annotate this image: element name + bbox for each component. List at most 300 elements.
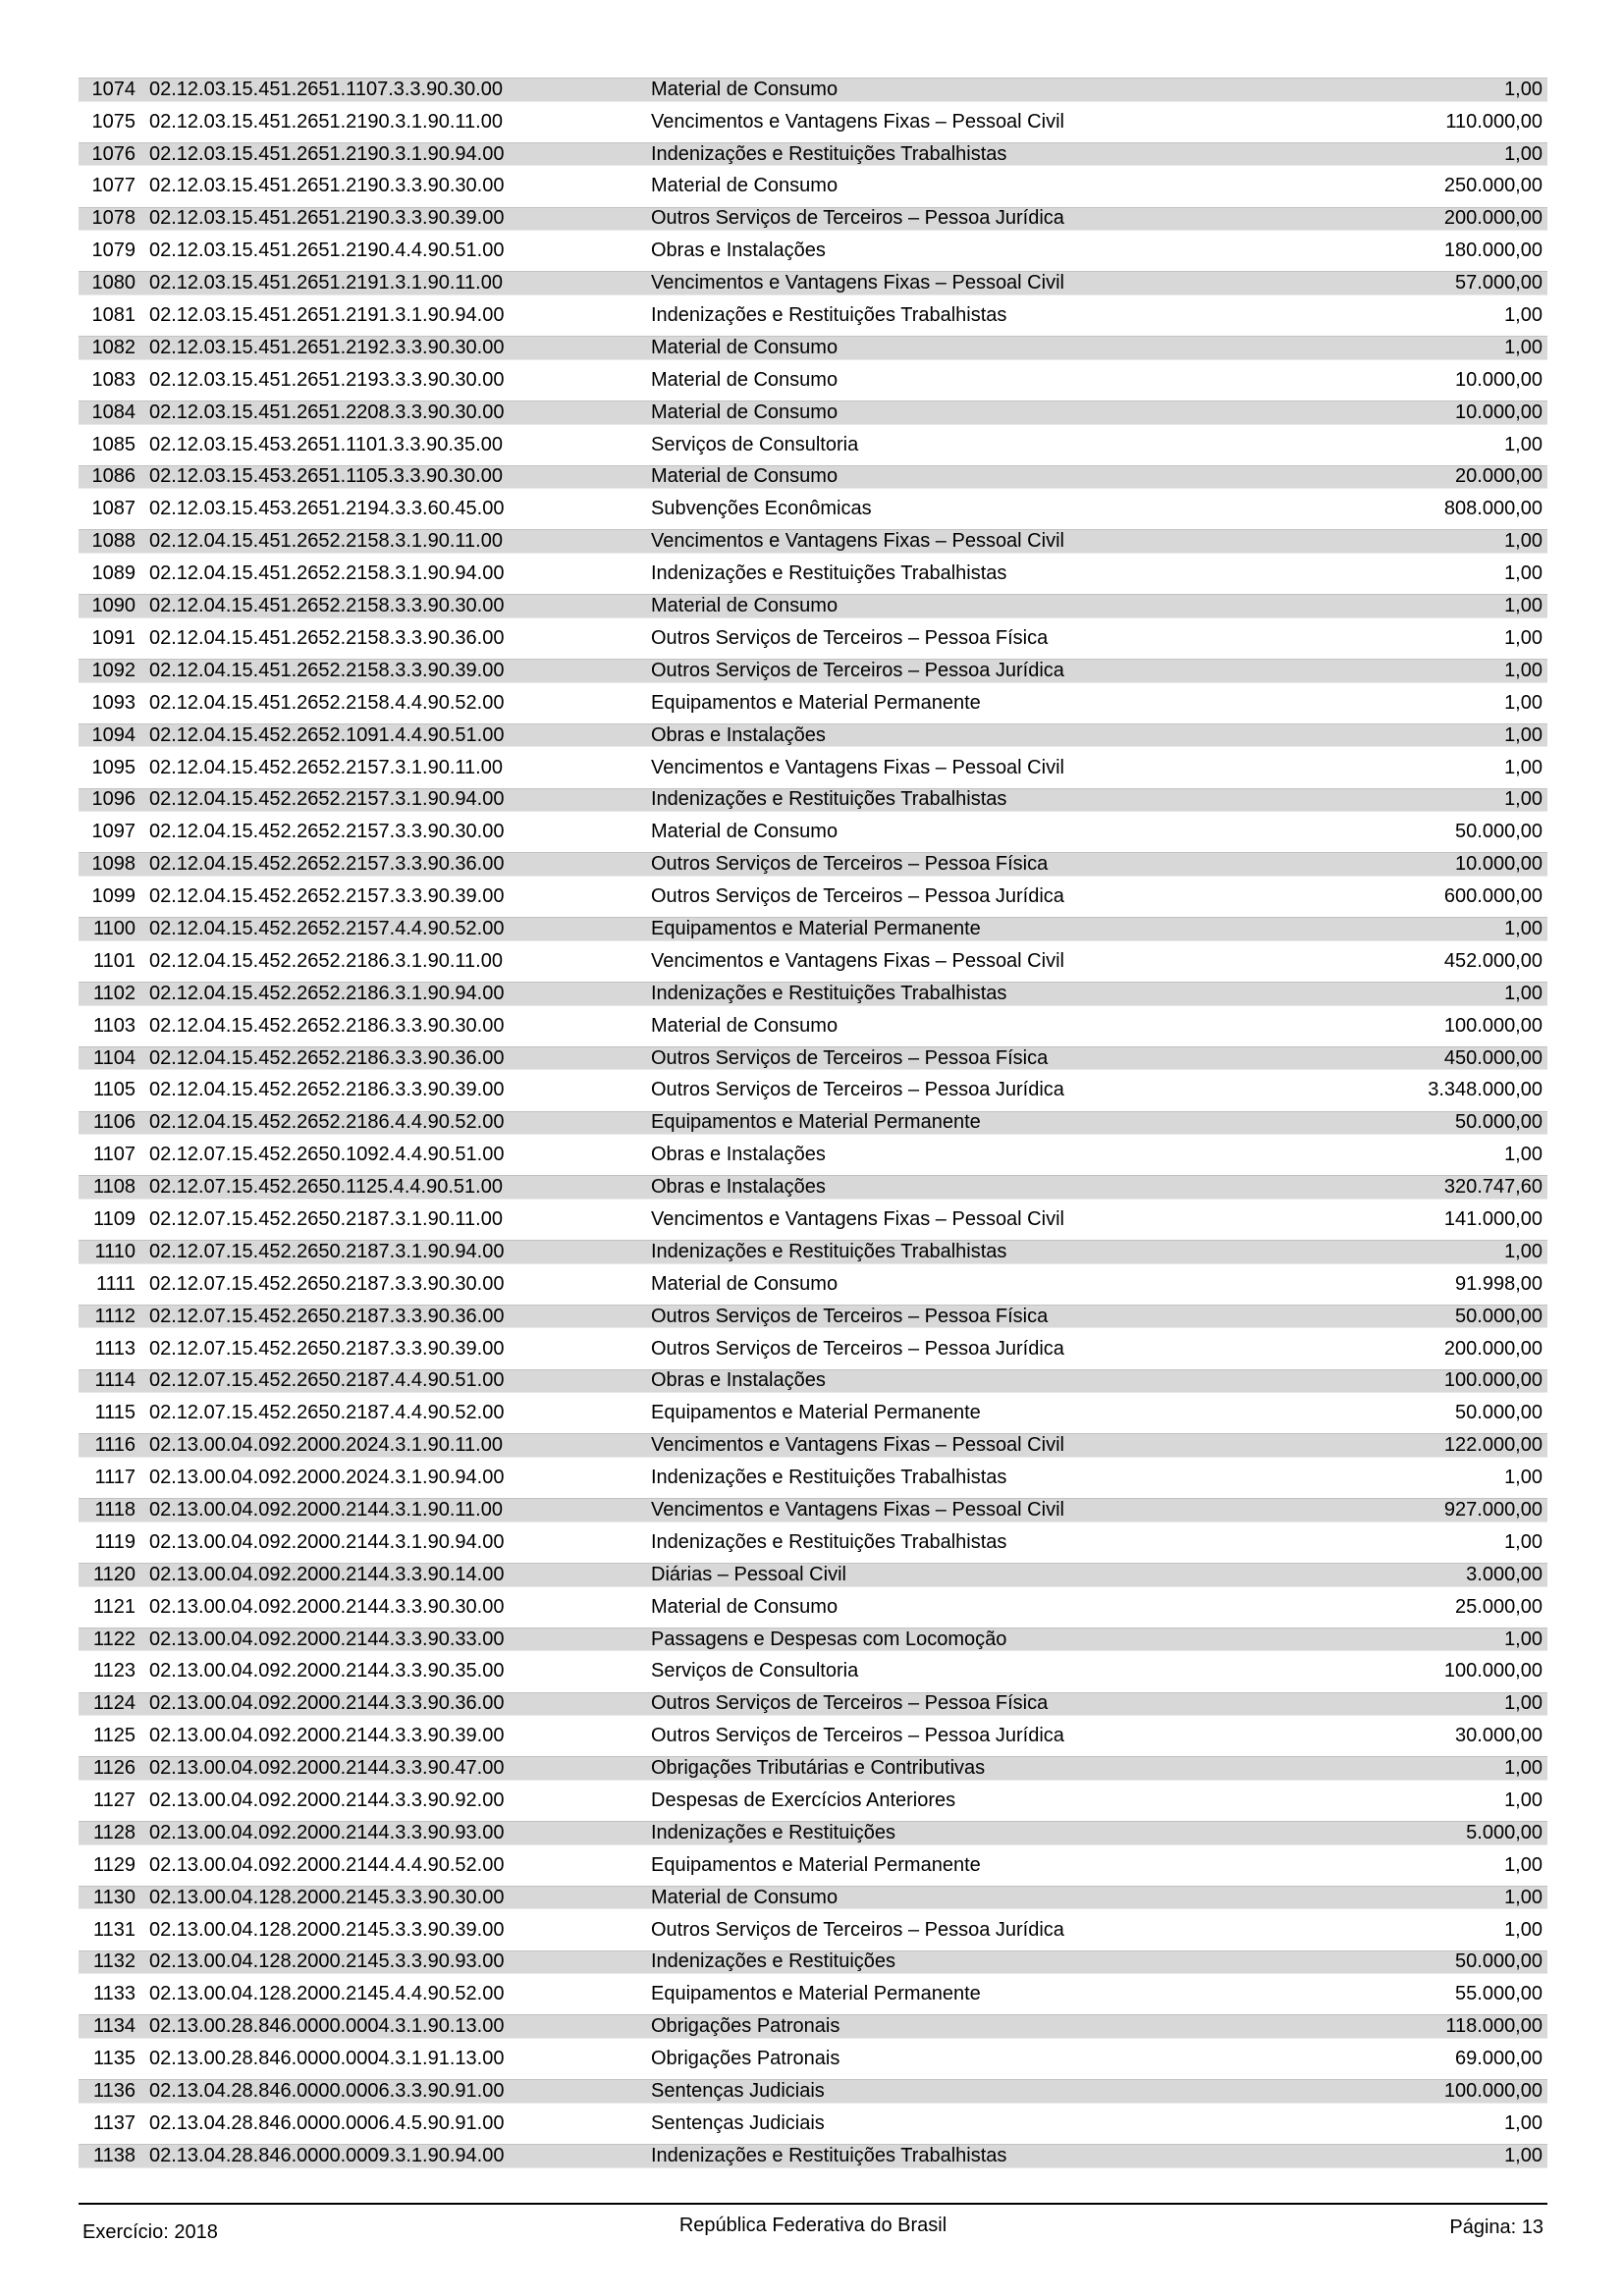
- budget-code: 02.13.00.04.128.2000.2145.3.3.90.39.00: [149, 1918, 505, 1941]
- row-number: 1105: [92, 1079, 135, 1101]
- row-number: 1113: [94, 1337, 135, 1360]
- budget-code: 02.12.03.15.451.2651.2190.3.3.90.30.00: [149, 175, 505, 197]
- table-row: [79, 788, 1547, 813]
- row-value: 10.000,00: [1455, 400, 1543, 423]
- row-number: 1135: [92, 2048, 135, 2070]
- row-value: 3.000,00: [1466, 1563, 1543, 1585]
- row-description: Obrigações Patronais: [651, 2015, 840, 2038]
- row-description: Diárias – Pessoal Civil: [651, 1563, 846, 1585]
- table-row: [79, 852, 1547, 877]
- row-value: 1,00: [1504, 1692, 1543, 1715]
- table-row: [79, 1402, 1547, 1426]
- row-description: Indenizações e Restituições: [651, 1950, 896, 1973]
- budget-code: 02.12.07.15.452.2650.2187.3.3.90.36.00: [149, 1305, 505, 1327]
- budget-code: 02.12.04.15.452.2652.2186.3.3.90.30.00: [149, 1014, 505, 1037]
- row-description: Obras e Instalações: [651, 240, 826, 262]
- budget-code: 02.12.03.15.451.2651.2191.3.1.90.94.00: [149, 304, 505, 327]
- row-number: 1107: [92, 1144, 135, 1166]
- table-row: [79, 498, 1547, 522]
- row-number: 1120: [92, 1563, 135, 1585]
- row-number: 1085: [91, 433, 135, 455]
- budget-code: 02.12.04.15.452.2652.2157.3.1.90.94.00: [149, 788, 505, 811]
- row-description: Material de Consumo: [651, 336, 839, 358]
- row-value: 1,00: [1504, 1530, 1543, 1553]
- row-number: 1090: [91, 595, 135, 617]
- budget-code: 02.13.00.04.092.2000.2144.3.3.90.93.00: [149, 1821, 505, 1843]
- budget-code: 02.12.04.15.452.2652.2186.3.1.90.11.00: [149, 949, 503, 972]
- row-value: 57.000,00: [1455, 272, 1543, 294]
- row-number: 1122: [92, 1628, 135, 1650]
- row-value: 30.000,00: [1455, 1725, 1543, 1747]
- row-description: Outros Serviços de Terceiros – Pessoa Física: [651, 626, 1049, 649]
- row-value: 100.000,00: [1443, 1660, 1543, 1682]
- budget-code: 02.13.00.04.128.2000.2145.3.3.90.93.00: [149, 1950, 505, 1973]
- row-description: Outros Serviços de Terceiros – Pessoa Física: [651, 853, 1049, 876]
- row-value: 100.000,00: [1443, 1369, 1543, 1392]
- row-number: 1092: [91, 659, 135, 681]
- row-number: 1111: [95, 1272, 135, 1295]
- row-value: 100.000,00: [1443, 1014, 1543, 1037]
- row-value: 1,00: [1504, 78, 1543, 100]
- row-description: Indenizações e Restituições Trabalhistas: [651, 142, 1007, 165]
- budget-code: 02.13.00.04.092.2000.2024.3.1.90.94.00: [149, 1467, 505, 1489]
- table-row: [79, 1660, 1547, 1684]
- budget-code: 02.13.00.28.846.0000.0004.3.1.91.13.00: [149, 2048, 505, 2070]
- budget-code: 02.12.03.15.453.2651.2194.3.3.60.45.00: [149, 498, 505, 520]
- table-row: [79, 1530, 1547, 1555]
- row-number: 1103: [92, 1014, 135, 1037]
- row-number: 1127: [92, 1789, 135, 1811]
- row-value: 50.000,00: [1455, 821, 1543, 843]
- row-number: 1128: [92, 1821, 135, 1843]
- row-number: 1093: [91, 691, 135, 714]
- budget-code: 02.12.04.15.452.2652.2186.3.1.90.94.00: [149, 982, 505, 1004]
- row-description: Indenizações e Restituições Trabalhistas: [651, 562, 1007, 585]
- table-row: [79, 1337, 1547, 1362]
- budget-code: 02.12.07.15.452.2650.2187.3.1.90.94.00: [149, 1240, 505, 1262]
- budget-code: 02.13.00.04.092.2000.2144.3.1.90.11.00: [149, 1498, 503, 1521]
- row-number: 1110: [94, 1240, 135, 1262]
- row-description: Vencimentos e Vantagens Fixas – Pessoal Civil: [651, 1434, 1064, 1457]
- table-row: [79, 561, 1547, 586]
- row-value: 250.000,00: [1443, 175, 1543, 197]
- table-row: [79, 1111, 1547, 1136]
- budget-code: 02.13.00.04.092.2000.2144.3.3.90.39.00: [149, 1725, 505, 1747]
- row-value: 1,00: [1504, 659, 1543, 681]
- row-value: 600.000,00: [1443, 885, 1543, 908]
- budget-code: 02.12.03.15.451.2651.2190.3.3.90.39.00: [149, 207, 505, 230]
- row-number: 1138: [92, 2144, 135, 2166]
- budget-code: 02.13.00.04.092.2000.2144.3.3.90.33.00: [149, 1628, 505, 1650]
- row-description: Obrigações Tributárias e Contributivas: [651, 1757, 986, 1780]
- row-value: 1,00: [1504, 982, 1543, 1004]
- budget-code: 02.12.04.15.452.2652.2186.3.3.90.36.00: [149, 1046, 505, 1069]
- table-row: [79, 1305, 1547, 1329]
- row-value: 100.000,00: [1443, 2080, 1543, 2103]
- table-row: [79, 175, 1547, 199]
- row-value: 1,00: [1504, 2111, 1543, 2134]
- row-description: Serviços de Consultoria: [651, 1660, 859, 1682]
- row-description: Material de Consumo: [651, 1886, 839, 1908]
- row-value: 69.000,00: [1455, 2048, 1543, 2070]
- row-description: Material de Consumo: [651, 175, 839, 197]
- row-description: Despesas de Exercícios Anteriores: [651, 1789, 956, 1811]
- table-row: [79, 1918, 1547, 1943]
- row-number: 1078: [91, 207, 135, 230]
- row-description: Outros Serviços de Terceiros – Pessoa Jurídica: [651, 885, 1064, 908]
- row-description: Sentenças Judiciais: [651, 2111, 825, 2134]
- row-description: Equipamentos e Material Permanente: [651, 917, 981, 939]
- table-row: [79, 2079, 1547, 2104]
- budget-code: 02.12.03.15.451.2651.2190.3.1.90.94.00: [149, 142, 505, 165]
- row-description: Indenizações e Restituições Trabalhistas: [651, 1530, 1007, 1553]
- row-number: 1102: [92, 982, 135, 1004]
- row-number: 1098: [91, 853, 135, 876]
- row-value: 50.000,00: [1455, 1950, 1543, 1973]
- row-description: Passagens e Despesas com Locomoção: [651, 1628, 1007, 1650]
- row-description: Vencimentos e Vantagens Fixas – Pessoal Civil: [651, 110, 1064, 133]
- row-description: Equipamentos e Material Permanente: [651, 1853, 981, 1876]
- row-value: 1,00: [1504, 756, 1543, 778]
- row-value: 320.747,60: [1443, 1176, 1543, 1199]
- row-description: Outros Serviços de Terceiros – Pessoa Física: [651, 1305, 1049, 1327]
- budget-code: 02.12.03.15.453.2651.1105.3.3.90.30.00: [149, 465, 503, 488]
- budget-code: 02.13.04.28.846.0000.0006.4.5.90.91.00: [149, 2111, 505, 2134]
- row-number: 1075: [91, 110, 135, 133]
- budget-code: 02.12.07.15.452.2650.1092.4.4.90.51.00: [149, 1144, 505, 1166]
- row-value: 1,00: [1504, 1853, 1543, 1876]
- table-row: [79, 691, 1547, 716]
- budget-table: [79, 78, 1547, 2176]
- table-row: [79, 207, 1547, 232]
- budget-code: 02.12.04.15.452.2652.2186.3.3.90.39.00: [149, 1079, 505, 1101]
- row-value: 1,00: [1504, 917, 1543, 939]
- row-number: 1086: [91, 465, 135, 488]
- table-row: [79, 949, 1547, 974]
- row-value: 1,00: [1504, 1757, 1543, 1780]
- row-number: 1133: [92, 1983, 135, 2005]
- table-row: [79, 594, 1547, 618]
- table-row: [79, 1595, 1547, 1620]
- row-value: 91.998,00: [1455, 1272, 1543, 1295]
- table-row: [79, 982, 1547, 1006]
- table-row: [79, 1886, 1547, 1910]
- row-description: Material de Consumo: [651, 595, 839, 617]
- row-description: Obras e Instalações: [651, 1144, 826, 1166]
- table-row: [79, 1369, 1547, 1394]
- row-number: 1115: [94, 1402, 135, 1424]
- budget-code: 02.12.07.15.452.2650.2187.4.4.90.51.00: [149, 1369, 505, 1392]
- budget-code: 02.13.00.04.092.2000.2144.3.3.90.35.00: [149, 1660, 505, 1682]
- table-row: [79, 1983, 1547, 2007]
- row-description: Outros Serviços de Terceiros – Pessoa Jurídica: [651, 1079, 1064, 1101]
- row-value: 452.000,00: [1443, 949, 1543, 972]
- row-description: Outros Serviços de Terceiros – Pessoa Jurídica: [651, 659, 1064, 681]
- row-value: 141.000,00: [1443, 1207, 1543, 1230]
- row-description: Equipamentos e Material Permanente: [651, 1402, 981, 1424]
- row-value: 1,00: [1504, 336, 1543, 358]
- row-number: 1099: [91, 885, 135, 908]
- table-row: [79, 2047, 1547, 2071]
- row-value: 1,00: [1504, 1144, 1543, 1166]
- row-number: 1119: [94, 1530, 135, 1553]
- budget-code: 02.13.00.04.092.2000.2144.3.1.90.94.00: [149, 1530, 505, 1553]
- row-value: 1,00: [1504, 2144, 1543, 2166]
- row-number: 1074: [91, 78, 135, 100]
- row-number: 1104: [92, 1046, 135, 1069]
- table-row: [79, 2111, 1547, 2136]
- budget-code: 02.12.04.15.451.2652.2158.3.1.90.11.00: [149, 530, 503, 553]
- row-description: Indenizações e Restituições Trabalhistas: [651, 982, 1007, 1004]
- row-value: 3.348.000,00: [1428, 1079, 1543, 1101]
- row-number: 1137: [92, 2111, 135, 2134]
- row-number: 1089: [91, 562, 135, 585]
- table-row: [79, 1014, 1547, 1039]
- row-value: 1,00: [1504, 1628, 1543, 1650]
- row-description: Obras e Instalações: [651, 723, 826, 746]
- table-row: [79, 1821, 1547, 1845]
- budget-code: 02.12.07.15.452.2650.2187.3.3.90.30.00: [149, 1272, 505, 1295]
- row-number: 1134: [92, 2015, 135, 2038]
- table-row: [79, 400, 1547, 425]
- budget-code: 02.13.00.28.846.0000.0004.3.1.90.13.00: [149, 2015, 505, 2038]
- budget-code: 02.12.04.15.452.2652.2157.4.4.90.52.00: [149, 917, 505, 939]
- row-description: Subvenções Econômicas: [651, 498, 872, 520]
- budget-code: 02.12.04.15.451.2652.2158.3.3.90.30.00: [149, 595, 505, 617]
- budget-code: 02.13.00.04.128.2000.2145.3.3.90.30.00: [149, 1886, 505, 1908]
- row-description: Equipamentos e Material Permanente: [651, 1111, 981, 1134]
- row-description: Indenizações e Restituições Trabalhistas: [651, 304, 1007, 327]
- row-value: 927.000,00: [1443, 1498, 1543, 1521]
- row-description: Material de Consumo: [651, 1595, 839, 1618]
- row-number: 1118: [94, 1498, 135, 1521]
- row-value: 50.000,00: [1455, 1402, 1543, 1424]
- row-description: Material de Consumo: [651, 465, 839, 488]
- row-number: 1116: [94, 1434, 135, 1457]
- row-description: Equipamentos e Material Permanente: [651, 1983, 981, 2005]
- row-number: 1091: [91, 626, 135, 649]
- table-row: [79, 433, 1547, 457]
- footer-country-label: República Federativa do Brasil: [678, 2215, 947, 2236]
- row-number: 1101: [92, 949, 135, 972]
- row-value: 1,00: [1504, 626, 1543, 649]
- row-description: Vencimentos e Vantagens Fixas – Pessoal Civil: [651, 272, 1064, 294]
- row-value: 450.000,00: [1443, 1046, 1543, 1069]
- row-description: Outros Serviços de Terceiros – Pessoa Física: [651, 1692, 1049, 1715]
- row-value: 1,00: [1504, 530, 1543, 553]
- table-row: [79, 1950, 1547, 1975]
- row-value: 1,00: [1504, 691, 1543, 714]
- row-number: 1079: [91, 240, 135, 262]
- budget-code: 02.13.00.04.092.2000.2144.3.3.90.30.00: [149, 1595, 505, 1618]
- row-description: Obras e Instalações: [651, 1176, 826, 1199]
- table-row: [79, 465, 1547, 490]
- budget-code: 02.13.00.04.092.2000.2144.3.3.90.36.00: [149, 1692, 505, 1715]
- budget-code: 02.12.04.15.452.2652.2157.3.1.90.11.00: [149, 756, 503, 778]
- row-description: Material de Consumo: [651, 368, 839, 391]
- footer-divider: [79, 2203, 1547, 2205]
- table-row: [79, 1143, 1547, 1167]
- row-number: 1125: [92, 1725, 135, 1747]
- row-value: 1,00: [1504, 433, 1543, 455]
- row-number: 1081: [91, 304, 135, 327]
- row-number: 1132: [92, 1950, 135, 1973]
- budget-code: 02.12.04.15.452.2652.2157.3.3.90.36.00: [149, 853, 505, 876]
- row-description: Vencimentos e Vantagens Fixas – Pessoal Civil: [651, 1498, 1064, 1521]
- budget-code: 02.12.03.15.451.2651.2190.4.4.90.51.00: [149, 240, 505, 262]
- row-description: Vencimentos e Vantagens Fixas – Pessoal Civil: [651, 1207, 1064, 1230]
- table-row: [79, 271, 1547, 295]
- row-value: 5.000,00: [1466, 1821, 1543, 1843]
- row-value: 1,00: [1504, 142, 1543, 165]
- row-description: Obrigações Patronais: [651, 2048, 840, 2070]
- table-row: [79, 1466, 1547, 1490]
- budget-code: 02.12.07.15.452.2650.2187.3.1.90.11.00: [149, 1207, 503, 1230]
- table-row: [79, 1853, 1547, 1878]
- row-number: 1088: [91, 530, 135, 553]
- table-row: [79, 529, 1547, 554]
- budget-code: 02.12.04.15.452.2652.2157.3.3.90.30.00: [149, 821, 505, 843]
- table-row: [79, 1498, 1547, 1522]
- table-row: [79, 368, 1547, 393]
- row-description: Material de Consumo: [651, 1272, 839, 1295]
- table-row: [79, 142, 1547, 167]
- budget-code: 02.12.03.15.453.2651.1101.3.3.90.35.00: [149, 433, 503, 455]
- row-number: 1117: [94, 1467, 135, 1489]
- budget-code: 02.12.04.15.451.2652.2158.3.1.90.94.00: [149, 562, 505, 585]
- budget-code: 02.12.04.15.452.2652.2186.4.4.90.52.00: [149, 1111, 505, 1134]
- row-description: Sentenças Judiciais: [651, 2080, 825, 2103]
- budget-code: 02.12.04.15.452.2652.2157.3.3.90.39.00: [149, 885, 505, 908]
- row-number: 1095: [91, 756, 135, 778]
- footer-page-number: Página: 13: [1449, 2216, 1543, 2238]
- row-number: 1087: [91, 498, 135, 520]
- table-row: [79, 1240, 1547, 1264]
- row-number: 1108: [92, 1176, 135, 1199]
- row-number: 1106: [92, 1111, 135, 1134]
- budget-code: 02.13.00.04.092.2000.2144.3.3.90.47.00: [149, 1757, 505, 1780]
- row-value: 1,00: [1504, 1918, 1543, 1941]
- row-number: 1083: [91, 368, 135, 391]
- budget-code: 02.13.00.04.128.2000.2145.4.4.90.52.00: [149, 1983, 505, 2005]
- row-value: 180.000,00: [1443, 240, 1543, 262]
- table-row: [79, 239, 1547, 263]
- budget-code: 02.13.04.28.846.0000.0009.3.1.90.94.00: [149, 2144, 505, 2166]
- row-value: 1,00: [1504, 1240, 1543, 1262]
- row-number: 1077: [91, 175, 135, 197]
- row-value: 50.000,00: [1455, 1111, 1543, 1134]
- row-number: 1126: [92, 1757, 135, 1780]
- table-row: [79, 1272, 1547, 1297]
- row-number: 1112: [94, 1305, 135, 1327]
- row-description: Indenizações e Restituições: [651, 1821, 896, 1843]
- row-description: Indenizações e Restituições Trabalhistas: [651, 2144, 1007, 2166]
- row-value: 1,00: [1504, 1789, 1543, 1811]
- row-value: 1,00: [1504, 304, 1543, 327]
- budget-code: 02.12.07.15.452.2650.2187.4.4.90.52.00: [149, 1402, 505, 1424]
- row-value: 118.000,00: [1445, 2015, 1543, 2038]
- row-value: 55.000,00: [1455, 1983, 1543, 2005]
- row-description: Serviços de Consultoria: [651, 433, 859, 455]
- row-description: Equipamentos e Material Permanente: [651, 691, 981, 714]
- budget-code: 02.13.00.04.092.2000.2144.3.3.90.14.00: [149, 1563, 505, 1585]
- row-description: Material de Consumo: [651, 821, 839, 843]
- row-number: 1096: [91, 788, 135, 811]
- row-description: Indenizações e Restituições Trabalhistas: [651, 1240, 1007, 1262]
- budget-code: 02.13.00.04.092.2000.2024.3.1.90.11.00: [149, 1434, 503, 1457]
- budget-code: 02.12.04.15.451.2652.2158.3.3.90.36.00: [149, 626, 505, 649]
- table-row: [79, 917, 1547, 941]
- table-row: [79, 1046, 1547, 1071]
- table-row: [79, 1175, 1547, 1200]
- row-number: 1130: [92, 1886, 135, 1908]
- row-value: 122.000,00: [1443, 1434, 1543, 1457]
- row-number: 1129: [92, 1853, 135, 1876]
- row-number: 1131: [92, 1918, 135, 1941]
- budget-code: 02.12.03.15.451.2651.2192.3.3.90.30.00: [149, 336, 505, 358]
- row-number: 1123: [92, 1660, 135, 1682]
- row-value: 808.000,00: [1443, 498, 1543, 520]
- table-row: [79, 1756, 1547, 1781]
- budget-code: 02.12.03.15.451.2651.2208.3.3.90.30.00: [149, 400, 505, 423]
- table-row: [79, 1207, 1547, 1232]
- row-description: Vencimentos e Vantagens Fixas – Pessoal Civil: [651, 949, 1064, 972]
- row-number: 1100: [92, 917, 135, 939]
- row-value: 10.000,00: [1455, 368, 1543, 391]
- row-description: Indenizações e Restituições Trabalhistas: [651, 788, 1007, 811]
- budget-code: 02.12.04.15.452.2652.1091.4.4.90.51.00: [149, 723, 505, 746]
- row-value: 110.000,00: [1445, 110, 1543, 133]
- row-number: 1084: [91, 400, 135, 423]
- table-row: [79, 1724, 1547, 1748]
- row-number: 1124: [92, 1692, 135, 1715]
- row-value: 1,00: [1504, 788, 1543, 811]
- row-description: Outros Serviços de Terceiros – Pessoa Jurídica: [651, 207, 1064, 230]
- row-number: 1136: [92, 2080, 135, 2103]
- row-value: 1,00: [1504, 595, 1543, 617]
- budget-code: 02.12.04.15.451.2652.2158.3.3.90.39.00: [149, 659, 505, 681]
- row-number: 1121: [92, 1595, 135, 1618]
- row-description: Outros Serviços de Terceiros – Pessoa Física: [651, 1046, 1049, 1069]
- row-value: 25.000,00: [1455, 1595, 1543, 1618]
- row-description: Obras e Instalações: [651, 1369, 826, 1392]
- table-row: [79, 820, 1547, 844]
- row-value: 200.000,00: [1443, 207, 1543, 230]
- row-number: 1080: [91, 272, 135, 294]
- row-number: 1094: [91, 723, 135, 746]
- table-row: [79, 1628, 1547, 1652]
- budget-code: 02.12.04.15.451.2652.2158.4.4.90.52.00: [149, 691, 505, 714]
- row-number: 1114: [94, 1369, 135, 1392]
- row-value: 20.000,00: [1455, 465, 1543, 488]
- footer-exercise-label: Exercício: 2018: [82, 2221, 218, 2243]
- row-description: Vencimentos e Vantagens Fixas – Pessoal Civil: [651, 756, 1064, 778]
- table-row: [79, 884, 1547, 909]
- budget-code: 02.13.00.04.092.2000.2144.4.4.90.52.00: [149, 1853, 505, 1876]
- table-row: [79, 78, 1547, 102]
- table-row: [79, 1563, 1547, 1587]
- table-row: [79, 723, 1547, 748]
- budget-code: 02.13.04.28.846.0000.0006.3.3.90.91.00: [149, 2080, 505, 2103]
- row-value: 1,00: [1504, 1467, 1543, 1489]
- budget-code: 02.13.00.04.092.2000.2144.3.3.90.92.00: [149, 1789, 505, 1811]
- row-value: 10.000,00: [1455, 853, 1543, 876]
- row-value: 50.000,00: [1455, 1305, 1543, 1327]
- row-description: Outros Serviços de Terceiros – Pessoa Jurídica: [651, 1725, 1064, 1747]
- table-row: [79, 659, 1547, 683]
- table-row: [79, 110, 1547, 134]
- table-row: [79, 1433, 1547, 1458]
